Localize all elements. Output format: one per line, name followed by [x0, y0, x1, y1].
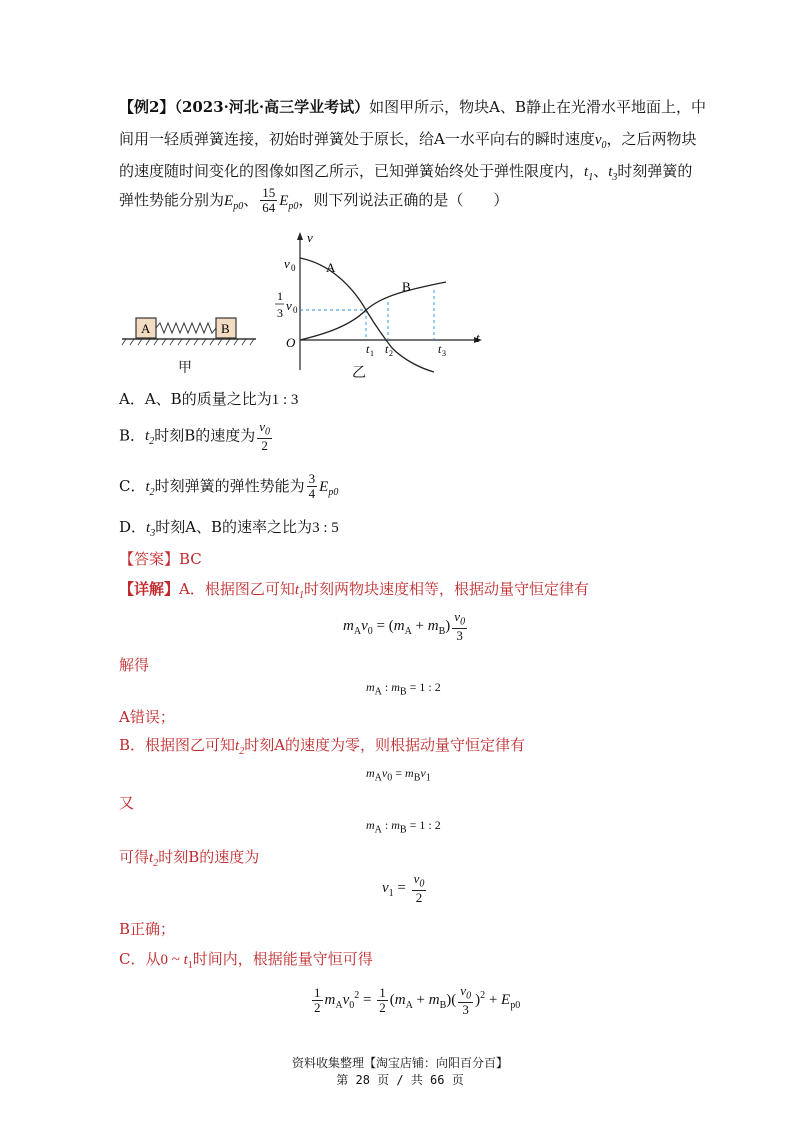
symbol-t3: $t_3$: [608, 164, 618, 183]
tick-t1-sub: 1: [370, 349, 374, 358]
option-b-fraction: $\frac{v_0}{2}$: [259, 419, 271, 453]
problem-text-4a: 弹性势能分别为: [119, 190, 225, 209]
v0-subscript: 0: [291, 263, 296, 273]
third-denominator: 3: [277, 306, 283, 320]
detail-a-text-2: 时刻两物块速度相等，根据动量守恒定律有: [304, 580, 590, 598]
third-v-label: v: [286, 298, 292, 313]
problem-tag: 【例2】: [119, 98, 175, 116]
problem-line-3: [119, 160, 692, 183]
caption-yi: 乙: [352, 365, 366, 381]
detail-b-t2: $t_2$: [235, 738, 245, 757]
third-numerator: 1: [277, 289, 283, 303]
option-b-t2: $t_2$: [145, 428, 155, 448]
symbol-t1: $t_1$: [584, 164, 594, 183]
equation-momentum-2: $m_Av_0 = m_Bv_1$: [366, 766, 431, 784]
answer-label: 【答案】BC: [119, 550, 202, 568]
detail-a-text: A．根据图乙可知: [179, 580, 295, 598]
equation-mass-ratio-1: $m_A$ : $m_B = 1$ : 2: [366, 680, 441, 698]
detail-a-t1: $t_1$: [294, 582, 305, 601]
detail-tag: 【详解】: [119, 580, 180, 598]
detail-a-line: [119, 578, 589, 601]
option-b-text: 时刻B的速度为: [154, 426, 256, 445]
kede-t2: $t_2$: [149, 850, 159, 869]
equation-v1: $v_1$ = $\frac{v_0}{2}$: [382, 871, 425, 905]
axis-v-arrow: [297, 232, 303, 240]
problem-text-4c: ，则下列说法正确的是（ ）: [298, 190, 509, 209]
symbol-ep0: $E_{p0}$: [224, 192, 244, 212]
option-c-text: 时刻弹簧的弹性势能为: [154, 476, 305, 495]
problem-text-3a: 的速度随时间变化的图像如图乙所示，已知弹簧始终处于弹性限度内，: [119, 162, 585, 180]
tick-t3-sub: 3: [442, 349, 446, 358]
option-d: [119, 516, 339, 539]
problem-line-4: [119, 186, 508, 216]
kede-line: [119, 846, 259, 869]
detail-b-text-2: 时刻A的速度为零，则根据动量守恒定律有: [244, 736, 526, 754]
ground-hatch: [122, 339, 254, 345]
problem-text-2a: 间用一轻质弹簧连接，初始时弹簧处于原长，给A一水平向右的瞬时速度: [119, 130, 595, 148]
equation-mass-ratio-2: $m_A$ : $m_B = 1$ : 2: [366, 818, 441, 836]
problem-line-1: [119, 96, 706, 117]
axis-v-label: v: [307, 230, 313, 245]
detail-c-range: 0 ~ $t_1$: [160, 952, 193, 971]
footer-page-number: 第 28 页 / 共 66 页: [336, 1073, 464, 1087]
axis-t-label: t: [476, 330, 480, 345]
b-right: B正确；: [119, 920, 176, 938]
symbol-v0: $v_0$: [594, 132, 607, 151]
symbol-ep0-2: $E_{p0}$: [279, 192, 299, 212]
detail-b-text: B．根据图乙可知: [119, 736, 236, 754]
third-v-subscript: 0: [293, 305, 298, 315]
block-a-label: A: [141, 321, 151, 336]
v0-label: v: [284, 256, 290, 271]
equation-energy: $\frac{1}{2}$ $m_Av_0^2$ = $\frac{1}{2}$ $(m_A + m_B)$( $\frac{v_0}{3}$ )$^2 + E_{p0}$: [314, 983, 521, 1017]
tick-t2-sub: 2: [389, 349, 393, 358]
problem-text-4b: 、: [243, 190, 259, 209]
detail-b-line: [119, 734, 525, 757]
option-c-t2: $t_2$: [145, 478, 155, 498]
figure-yi: [270, 230, 490, 380]
option-d-prefix: D．: [119, 518, 147, 536]
curve-b-label: B: [402, 279, 411, 294]
caption-jia: 甲: [178, 360, 192, 376]
detail-c-text: C．从: [119, 950, 161, 968]
detail-c-text-2: 时间内，根据能量守恒可得: [192, 950, 373, 968]
spring: [156, 323, 216, 333]
option-c-ep0: $E_{p0}$: [319, 478, 339, 498]
problem-text-3c: 时刻弹簧的: [617, 162, 693, 180]
problem-text-1: 如图甲所示，物块A、B静止在光滑水平地面上，中: [369, 98, 706, 116]
you-label: 又: [119, 794, 135, 812]
problem-source: （2023·河北·高三学业考试）: [174, 98, 370, 116]
option-a-value: 1 : 3: [271, 392, 299, 408]
tick-t2: t: [385, 342, 389, 356]
footer-line-1: 资料收集整理【淘宝店铺：向阳百分百】: [291, 1056, 508, 1070]
origin-label: O: [286, 335, 296, 350]
problem-text-3b: 、: [593, 162, 609, 180]
detail-c-line: [119, 948, 373, 971]
option-d-text: 时刻A、B的速率之比为: [155, 518, 313, 536]
option-d-t3: $t_3$: [146, 520, 156, 539]
option-c-fraction: $\frac{3}{4}$: [308, 471, 316, 502]
option-c: [119, 472, 338, 502]
tick-t1: t: [366, 342, 370, 356]
fraction-15-64: $\frac{15}{64}$: [262, 185, 276, 216]
option-b: [119, 420, 274, 453]
option-d-value: 3 : 5: [312, 520, 339, 536]
tick-t3: t: [438, 342, 442, 356]
option-a-text: A．A、B的质量之比为: [119, 390, 272, 408]
kede-text-2: 时刻B的速度为: [158, 848, 260, 866]
block-b-label: B: [221, 321, 230, 336]
problem-text-2b: ，之后两物块: [606, 130, 697, 148]
option-b-prefix: B．: [119, 426, 146, 445]
option-c-prefix: C．: [119, 476, 146, 495]
curve-a-label: A: [326, 260, 336, 275]
option-a: [119, 388, 298, 409]
jiede-1: 解得: [119, 656, 150, 674]
kede-text: 可得: [119, 848, 150, 866]
problem-line-2: [119, 128, 697, 151]
a-wrong: A错误；: [119, 708, 175, 726]
curve-b: [300, 282, 446, 340]
equation-momentum-1: $m_Av_0 = (m_A + m_B)$ $\frac{v_0}{3}$: [343, 609, 466, 643]
